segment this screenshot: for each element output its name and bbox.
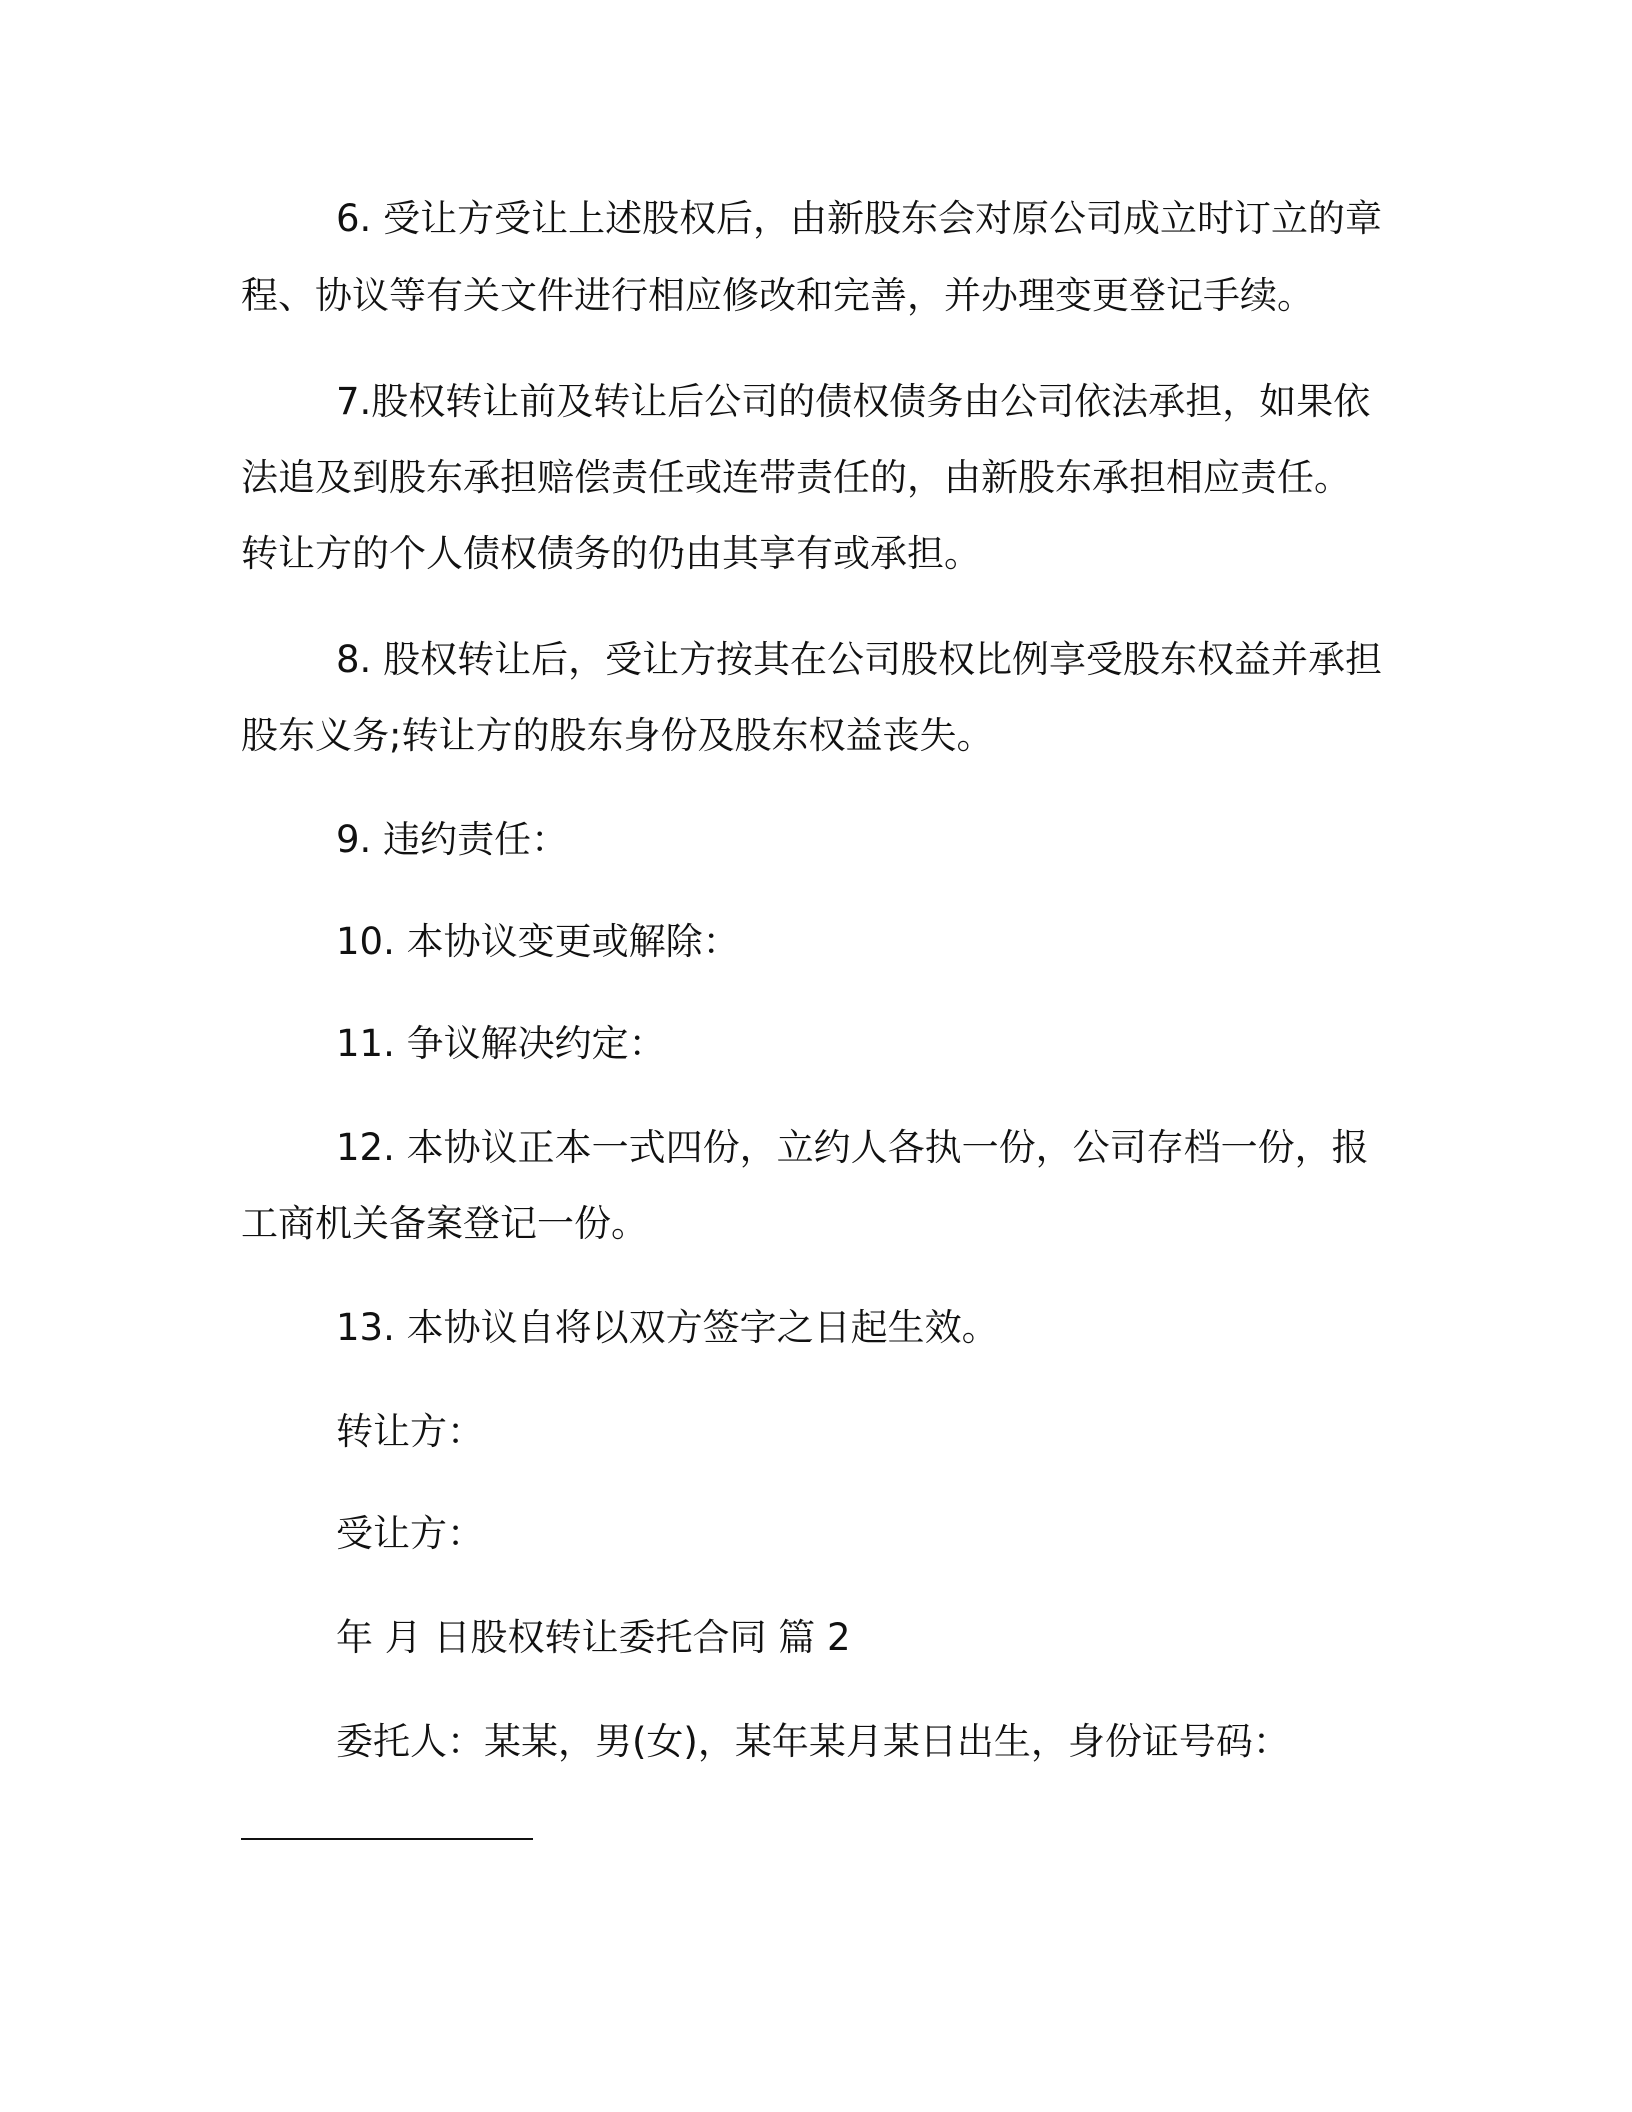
clause-11: 11. 争议解决约定： [336,1022,666,1065]
transferor-label: 转让方： [336,1410,484,1453]
clause-10: 10. 本协议变更或解除： [336,920,740,963]
clause-9: 9. 违约责任： [336,818,569,861]
clause-7-line-2: 法追及到股东承担赔偿责任或连带责任的，由新股东承担相应责任。 [241,456,1351,499]
clause-8-line-2: 股东义务;转让方的股东身份及股东权益丧失。 [241,714,994,757]
clause-12-line-1: 12. 本协议正本一式四份，立约人各执一份，公司存档一份，报 [336,1126,1369,1169]
clause-6-line-2: 程、协议等有关文件进行相应修改和完善，并办理变更登记手续。 [241,274,1314,317]
clause-7-line-1: 7.股权转让前及转让后公司的债权债务由公司依法承担，如果依 [336,380,1371,423]
date-and-section-title: 年 月 日股权转让委托合同 篇 2 [336,1616,851,1659]
clause-12-line-2: 工商机关备案登记一份。 [241,1202,648,1245]
clause-7-line-3: 转让方的个人债权债务的仍由其享有或承担。 [241,532,981,575]
principal-line: 委托人：某某，男(女)，某年某月某日出生，身份证号码： [336,1720,1290,1763]
transferee-label: 受让方： [336,1512,484,1555]
clause-6-line-1: 6. 受让方受让上述股权后，由新股东会对原公司成立时订立的章 [336,197,1383,240]
clause-13: 13. 本协议自将以双方签字之日起生效。 [336,1306,999,1349]
id-number-blank-line [241,1838,533,1840]
clause-8-line-1: 8. 股权转让后，受让方按其在公司股权比例享受股东权益并承担 [336,638,1383,681]
